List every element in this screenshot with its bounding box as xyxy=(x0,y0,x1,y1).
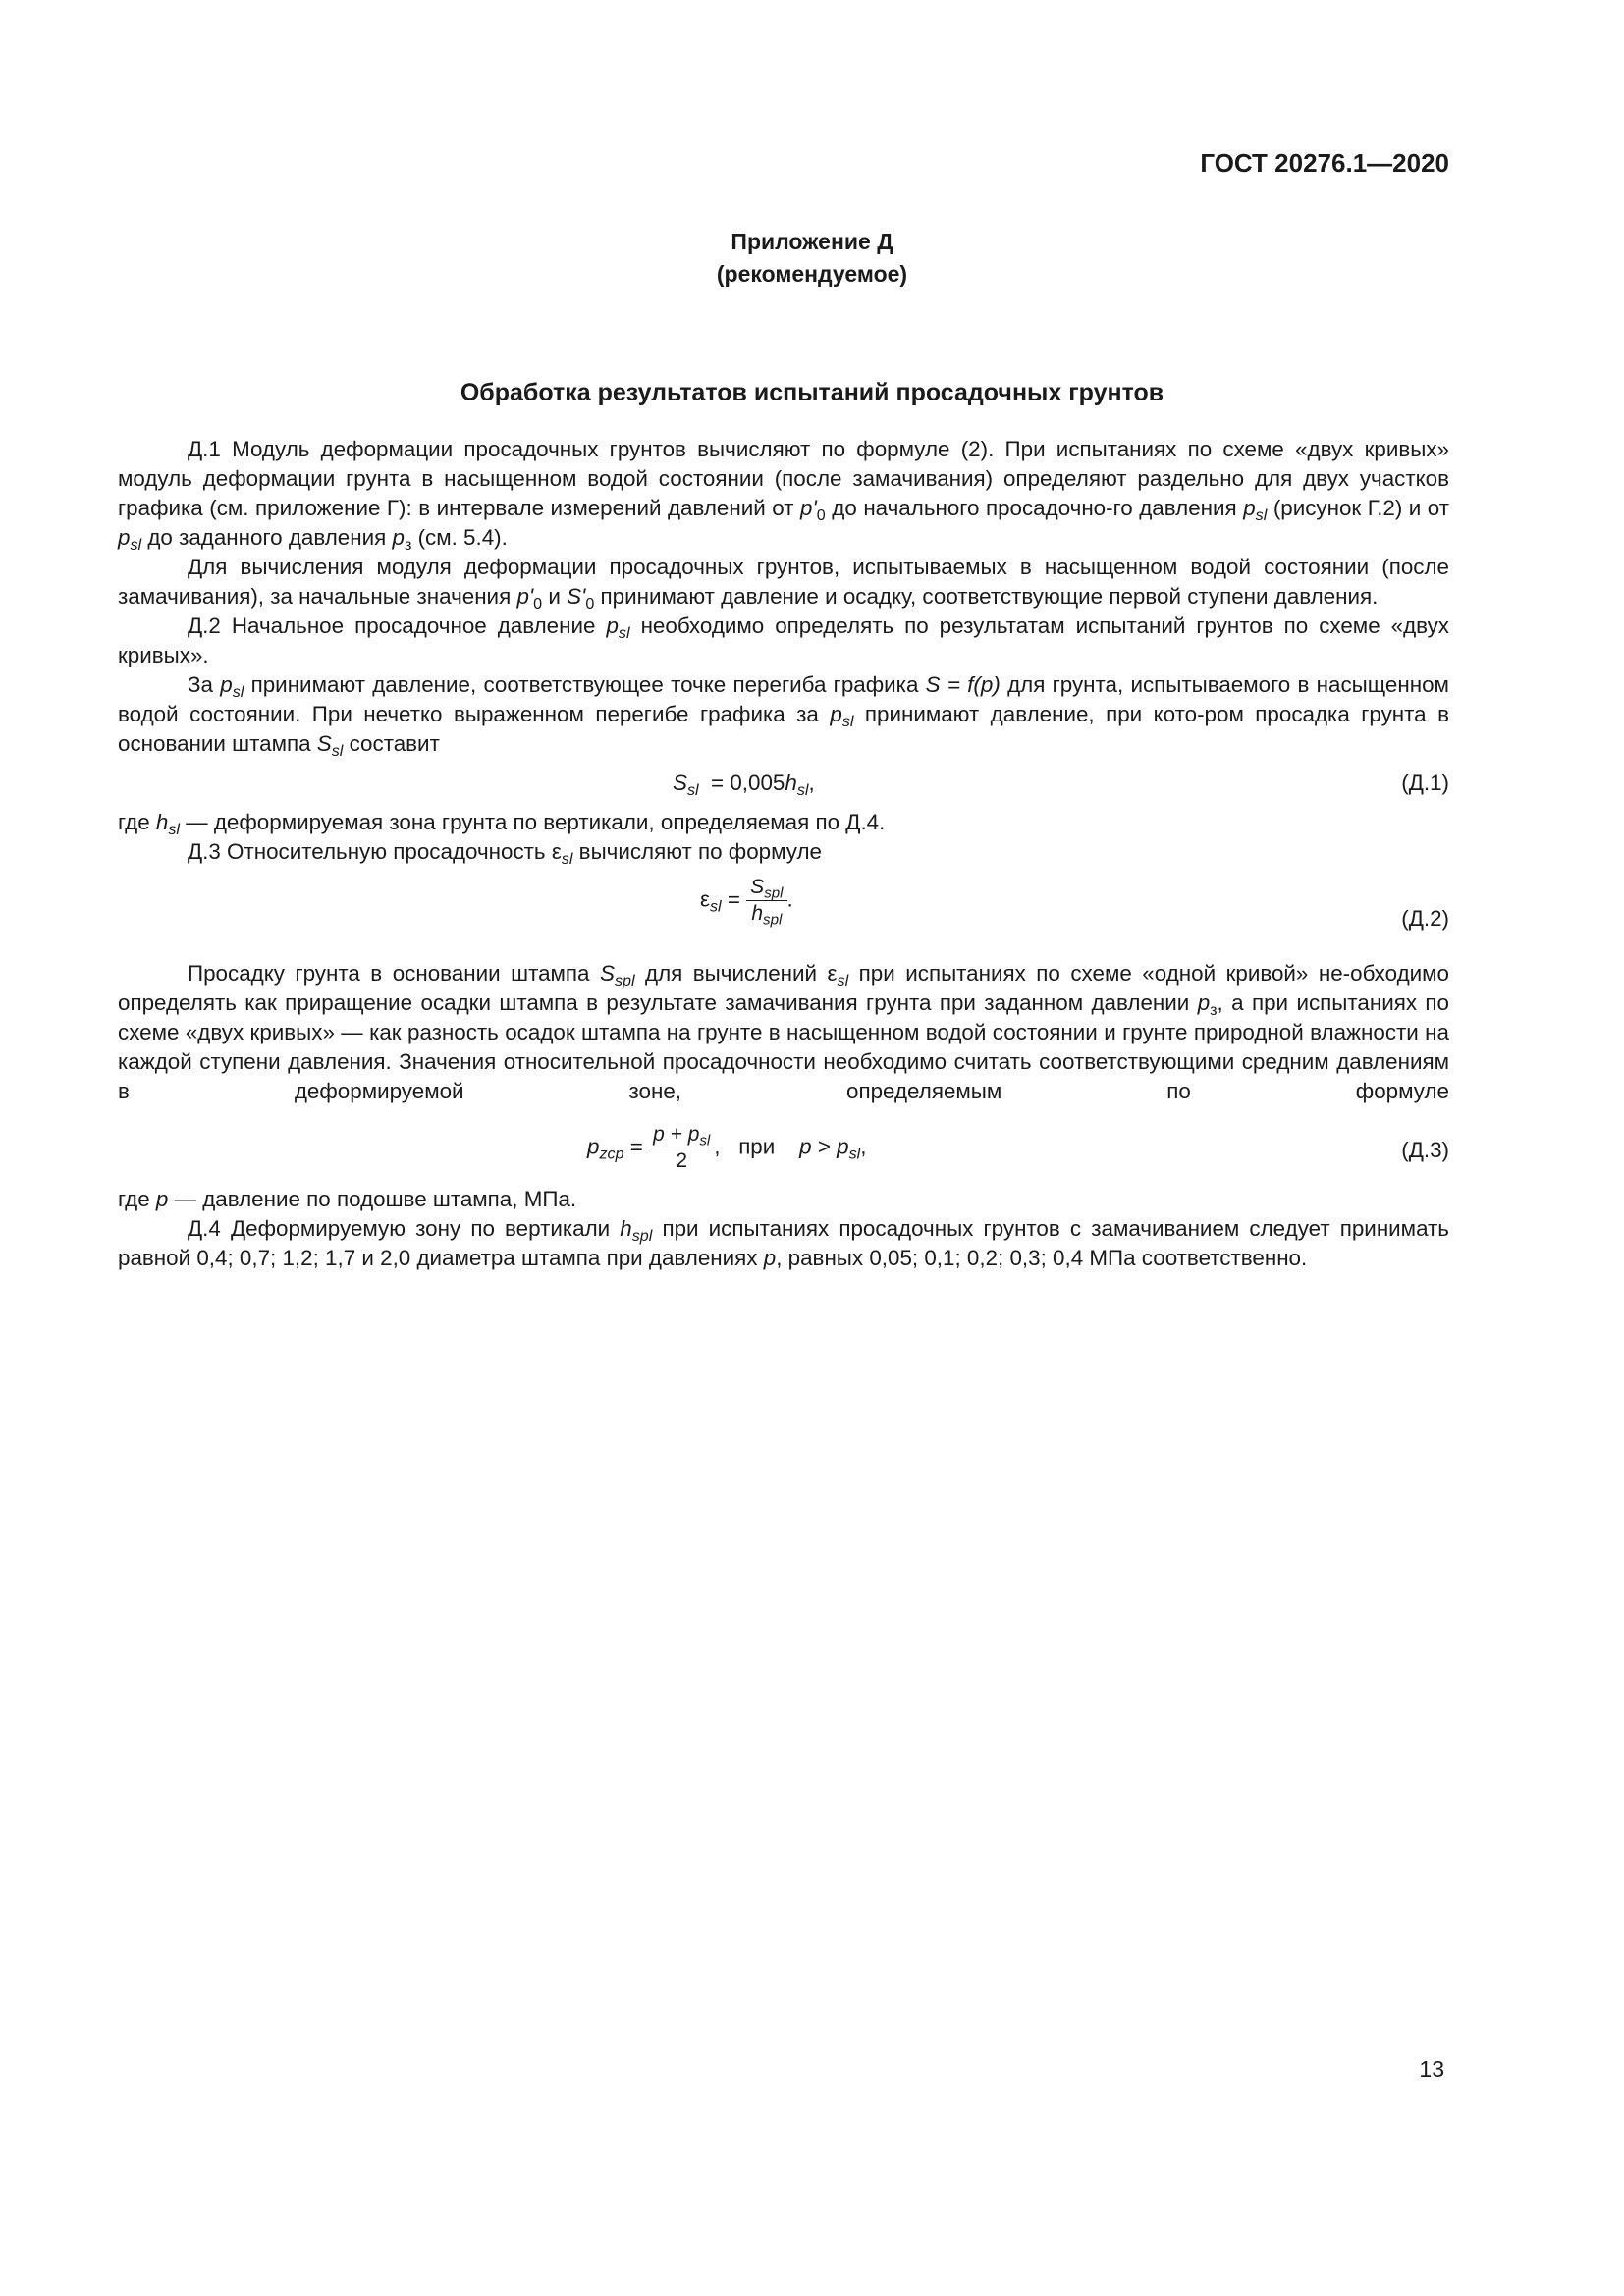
appendix-title: Приложение Д xyxy=(731,229,893,254)
paragraph-where-1: где $h_{sl}$ — деформируемая зона грунта по вертикали, определяемая по Д.4. xyxy=(118,810,886,838)
paragraph-d3: Д.3 Относительную просадочность $\varepsilon_{sl}$ вычисляют по формуле xyxy=(188,839,822,868)
paragraph-d4: Д.4 Деформируемую зону по вертикали $h_{spl}$ при испытаниях просадочных грунтов с замачиванием следует принимать равной 0,4; 0,7; 1,2; 1,7 и 2,0 диаметра штампа при давлениях p, равных 0,05; 0,1; 0,2; 0,3; 0,4 МПа соответственно. xyxy=(118,1216,1449,1270)
equation-d1: $S_{sl} = 0,005h_{sl}$, (Д.1) xyxy=(673,771,1449,799)
fraction: $\frac{p + p_{sl}}{2}$ xyxy=(649,1122,714,1174)
document-code: ГОСТ 20276.1—2020 xyxy=(1200,148,1449,178)
document-body xyxy=(118,435,1449,1273)
equation-d3: $p_{zcp}$ = $\frac{p + p_{sl}}{2}$ , при $p > p_{sl}$, (Д.3) xyxy=(587,1123,1449,1172)
paragraph-d2: Д.2 Начальное просадочное давление $p_{sl}$ необходимо определять по результатам испытаний грунтов по схеме «двух кривых». xyxy=(118,614,1449,667)
section-title: Обработка результатов испытаний просадочных грунтов xyxy=(460,379,1164,406)
paragraph-d2-2: За $p_{sl}$ принимают давление, соответствующее точке перегиба графика S = f(p) для грунта, испытываемого в насыщенном водой состоянии. При нечетко выраженном перегибе графика за $p_{sl}$ принимают давление, при кото-ром просадка грунта в основании штампа $S_{sl}$ составит xyxy=(118,672,1449,760)
page-number: 13 xyxy=(1419,2056,1444,2082)
equation-d2: $\varepsilon_{sl}$ = $\frac{S_{spl}}{h_{spl}}$ . (Д.2) xyxy=(118,867,1449,959)
appendix-status: (рекомендуемое) xyxy=(716,261,908,287)
appendix-heading xyxy=(0,226,1624,291)
paragraph-d3-2: Просадку грунта в основании штампа $S_{spl}$ для вычислений $\varepsilon_{sl}$ при испытаниях по схеме «одной кривой» не-обходимо определять как приращение осадки штампа в результате замачивания грунта при заданном давлении $p_з$, а при испытаниях по схеме «двух кривых» — как разность осадок штампа на грунте в насыщенном водой состоянии и грунте природной влажности на каждой ступени давления. Значения относительной просадочности необходимо считать соответствующими средним давлениям в деформируемой зоне, определяемым по формуле xyxy=(118,961,1449,1103)
paragraph-where-2: где p — давление по подошве штампа, МПа. xyxy=(118,1187,577,1211)
fraction: $\frac{S_{spl}}{h_{spl}}$ xyxy=(746,875,786,927)
paragraph-d1: Д.1 Модуль деформации просадочных грунтов вычисляют по формуле (2). При испытаниях по схеме «двух кривых» модуль деформации грунта в насыщенном водой состоянии (после замачивания) определяют раздельно для двух участков графика (см. приложение Г): в интервале измерений давлений от $p'_0$ до начального просадочно-го давления $p_{sl}$ (рисунок Г.2) и от $p_{sl}$ до заданного давления $p_з$ (см. 5.4). xyxy=(118,437,1450,554)
equation-number: (Д.2) xyxy=(1401,906,1449,931)
equation-number: (Д.1) xyxy=(1401,771,1449,795)
paragraph-d1-2: Для вычисления модуля деформации просадочных грунтов, испытываемых в насыщенном водой состоянии (после замачивания), за начальные значения $p'_0$ и $S'_0$ принимают давление и осадку, соответствующие первой ступени давления. xyxy=(118,555,1449,613)
equation-number: (Д.3) xyxy=(1401,1138,1449,1162)
